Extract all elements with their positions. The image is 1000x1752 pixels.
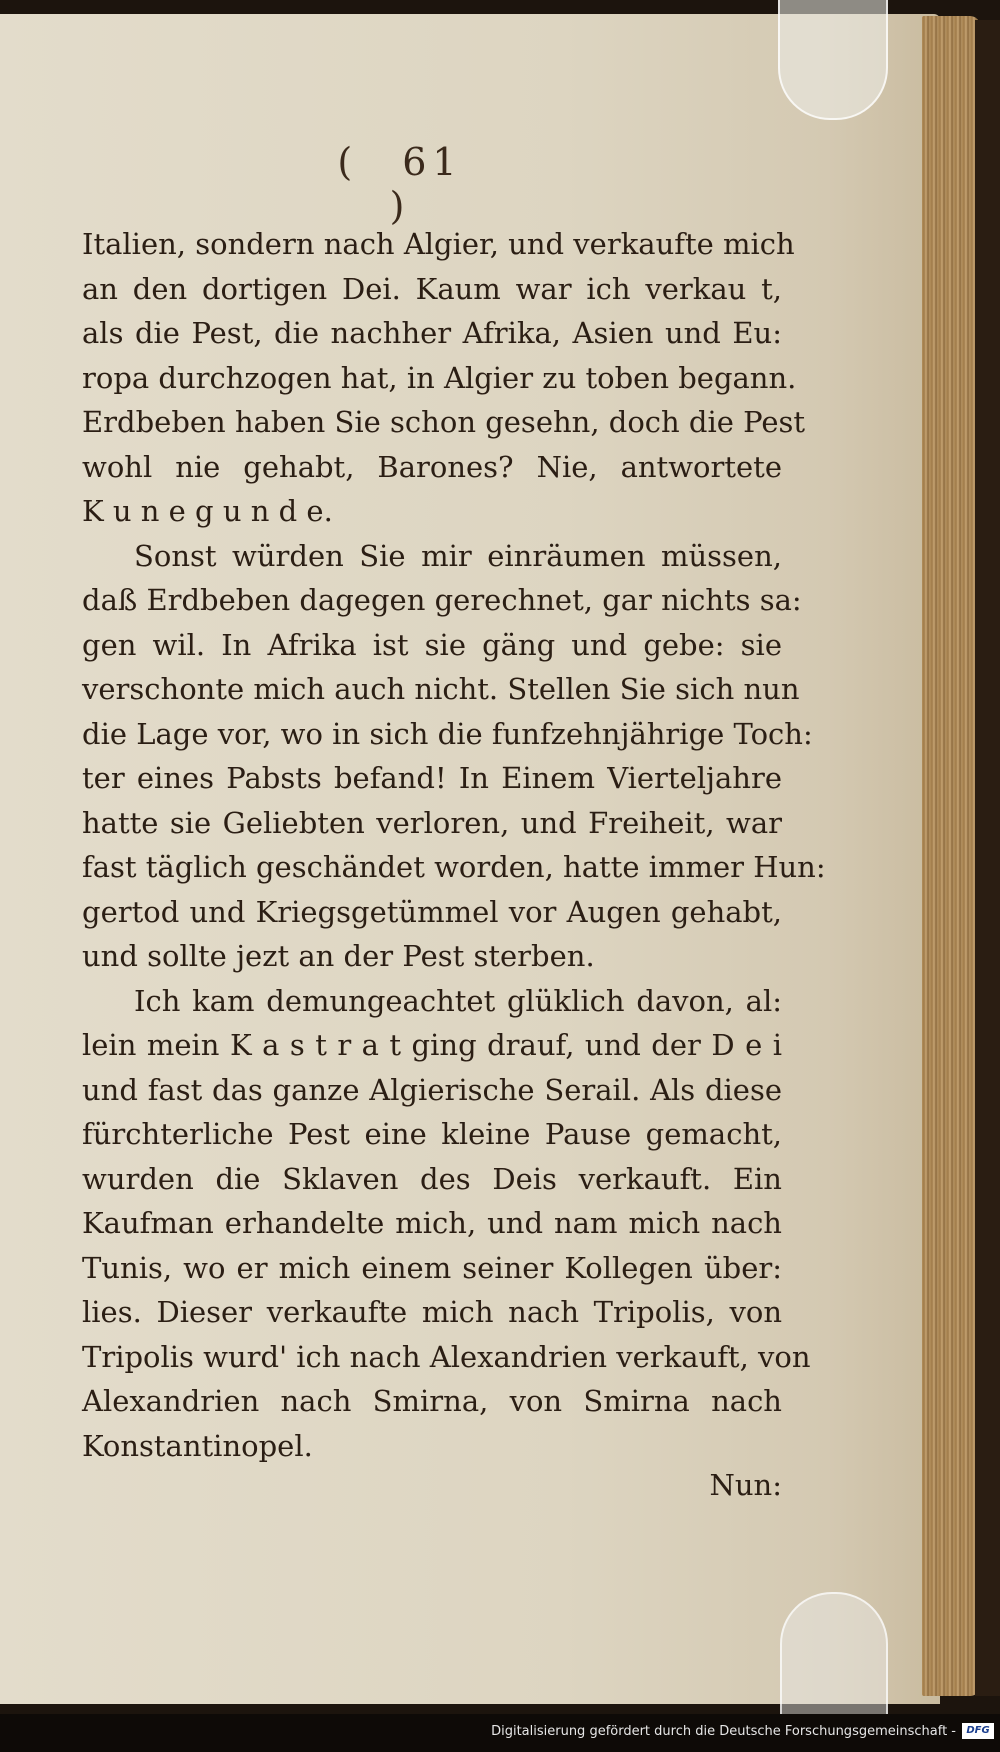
text-line: Kaufman erhandelte mich, und nam mich nach: [82, 1206, 782, 1240]
text-line: ter eines Pabsts befand! In Einem Vierteljahre: [82, 761, 782, 795]
text-line: ropa durchzogen hat, in Algier zu toben begann.: [82, 360, 797, 395]
catchword: Nun:: [709, 1468, 782, 1502]
page-number: 61: [402, 140, 463, 184]
text-line: gen wil. In Afrika ist sie gäng und gebe: sie: [82, 627, 782, 662]
text-line: an den dortigen Dei. Kaum war ich verkau t,: [82, 271, 782, 306]
text-line: hatte sie Geliebten verloren, und Freiheit, war: [82, 805, 782, 840]
text-line: Konstantinopel.: [82, 1428, 313, 1463]
text-line: wurden die Sklaven des Deis verkauft. Ein: [82, 1161, 782, 1196]
book-cover-edge: [975, 20, 1000, 1696]
text-line: daß Erdbeben dagegen gerechnet, gar nichts sa:: [82, 583, 802, 617]
text-line: Ich kam demungeachtet glüklich davon, al:: [134, 983, 782, 1018]
text-line: Tripolis wurd' ich nach Alexandrien verkauft, von: [82, 1339, 811, 1374]
text-line: Italien, sondern nach Algier, und verkaufte mich: [82, 227, 795, 261]
body-text: [82, 222, 826, 1468]
text-line: und fast das ganze Algierische Serail. Als diese: [82, 1072, 782, 1107]
text-line: und sollte jezt an der Pest sterben.: [82, 939, 595, 973]
page-clip-bottom: [780, 1592, 888, 1714]
text-line: Tunis, wo er mich einem seiner Kollegen über:: [82, 1250, 782, 1285]
text-line: K u n e g u n d e.: [82, 494, 333, 528]
text-line: fast täglich geschändet worden, hatte immer Hun:: [82, 850, 826, 884]
digitization-credit: Digitalisierung gefördert durch die Deutsche Forschungsgemeinschaft -: [491, 1724, 956, 1739]
text-line: als die Pest, die nachher Afrika, Asien und Eu:: [82, 316, 782, 350]
text-line: Sonst würden Sie mir einräumen müssen,: [134, 538, 782, 573]
page-clip-top: [778, 0, 888, 120]
footer-bar: [0, 1714, 1000, 1752]
text-line: Erdbeben haben Sie schon gesehn, doch die Pest: [82, 405, 806, 439]
bracket-left: (: [337, 140, 359, 184]
dfg-logo: DFG: [962, 1723, 994, 1739]
text-line: die Lage vor, wo in sich die funfzehnjährige Toch:: [82, 716, 813, 751]
text-line: gertod und Kriegsgetümmel vor Augen gehabt,: [82, 894, 782, 929]
bracket-right: ): [389, 184, 411, 228]
page-header: [300, 140, 500, 228]
text-line: wohl nie gehabt, Barones? Nie, antwortete: [82, 449, 782, 484]
text-line: verschonte mich auch nicht. Stellen Sie sich nun: [82, 672, 800, 706]
text-line: lies. Dieser verkaufte mich nach Tripolis, von: [82, 1295, 782, 1329]
page-edge: [922, 16, 980, 1696]
text-line: Alexandrien nach Smirna, von Smirna nach: [82, 1384, 782, 1418]
text-line: lein mein K a s t r a t ging drauf, und der D e i: [82, 1028, 782, 1062]
text-line: fürchterliche Pest eine kleine Pause gemacht,: [82, 1117, 782, 1151]
